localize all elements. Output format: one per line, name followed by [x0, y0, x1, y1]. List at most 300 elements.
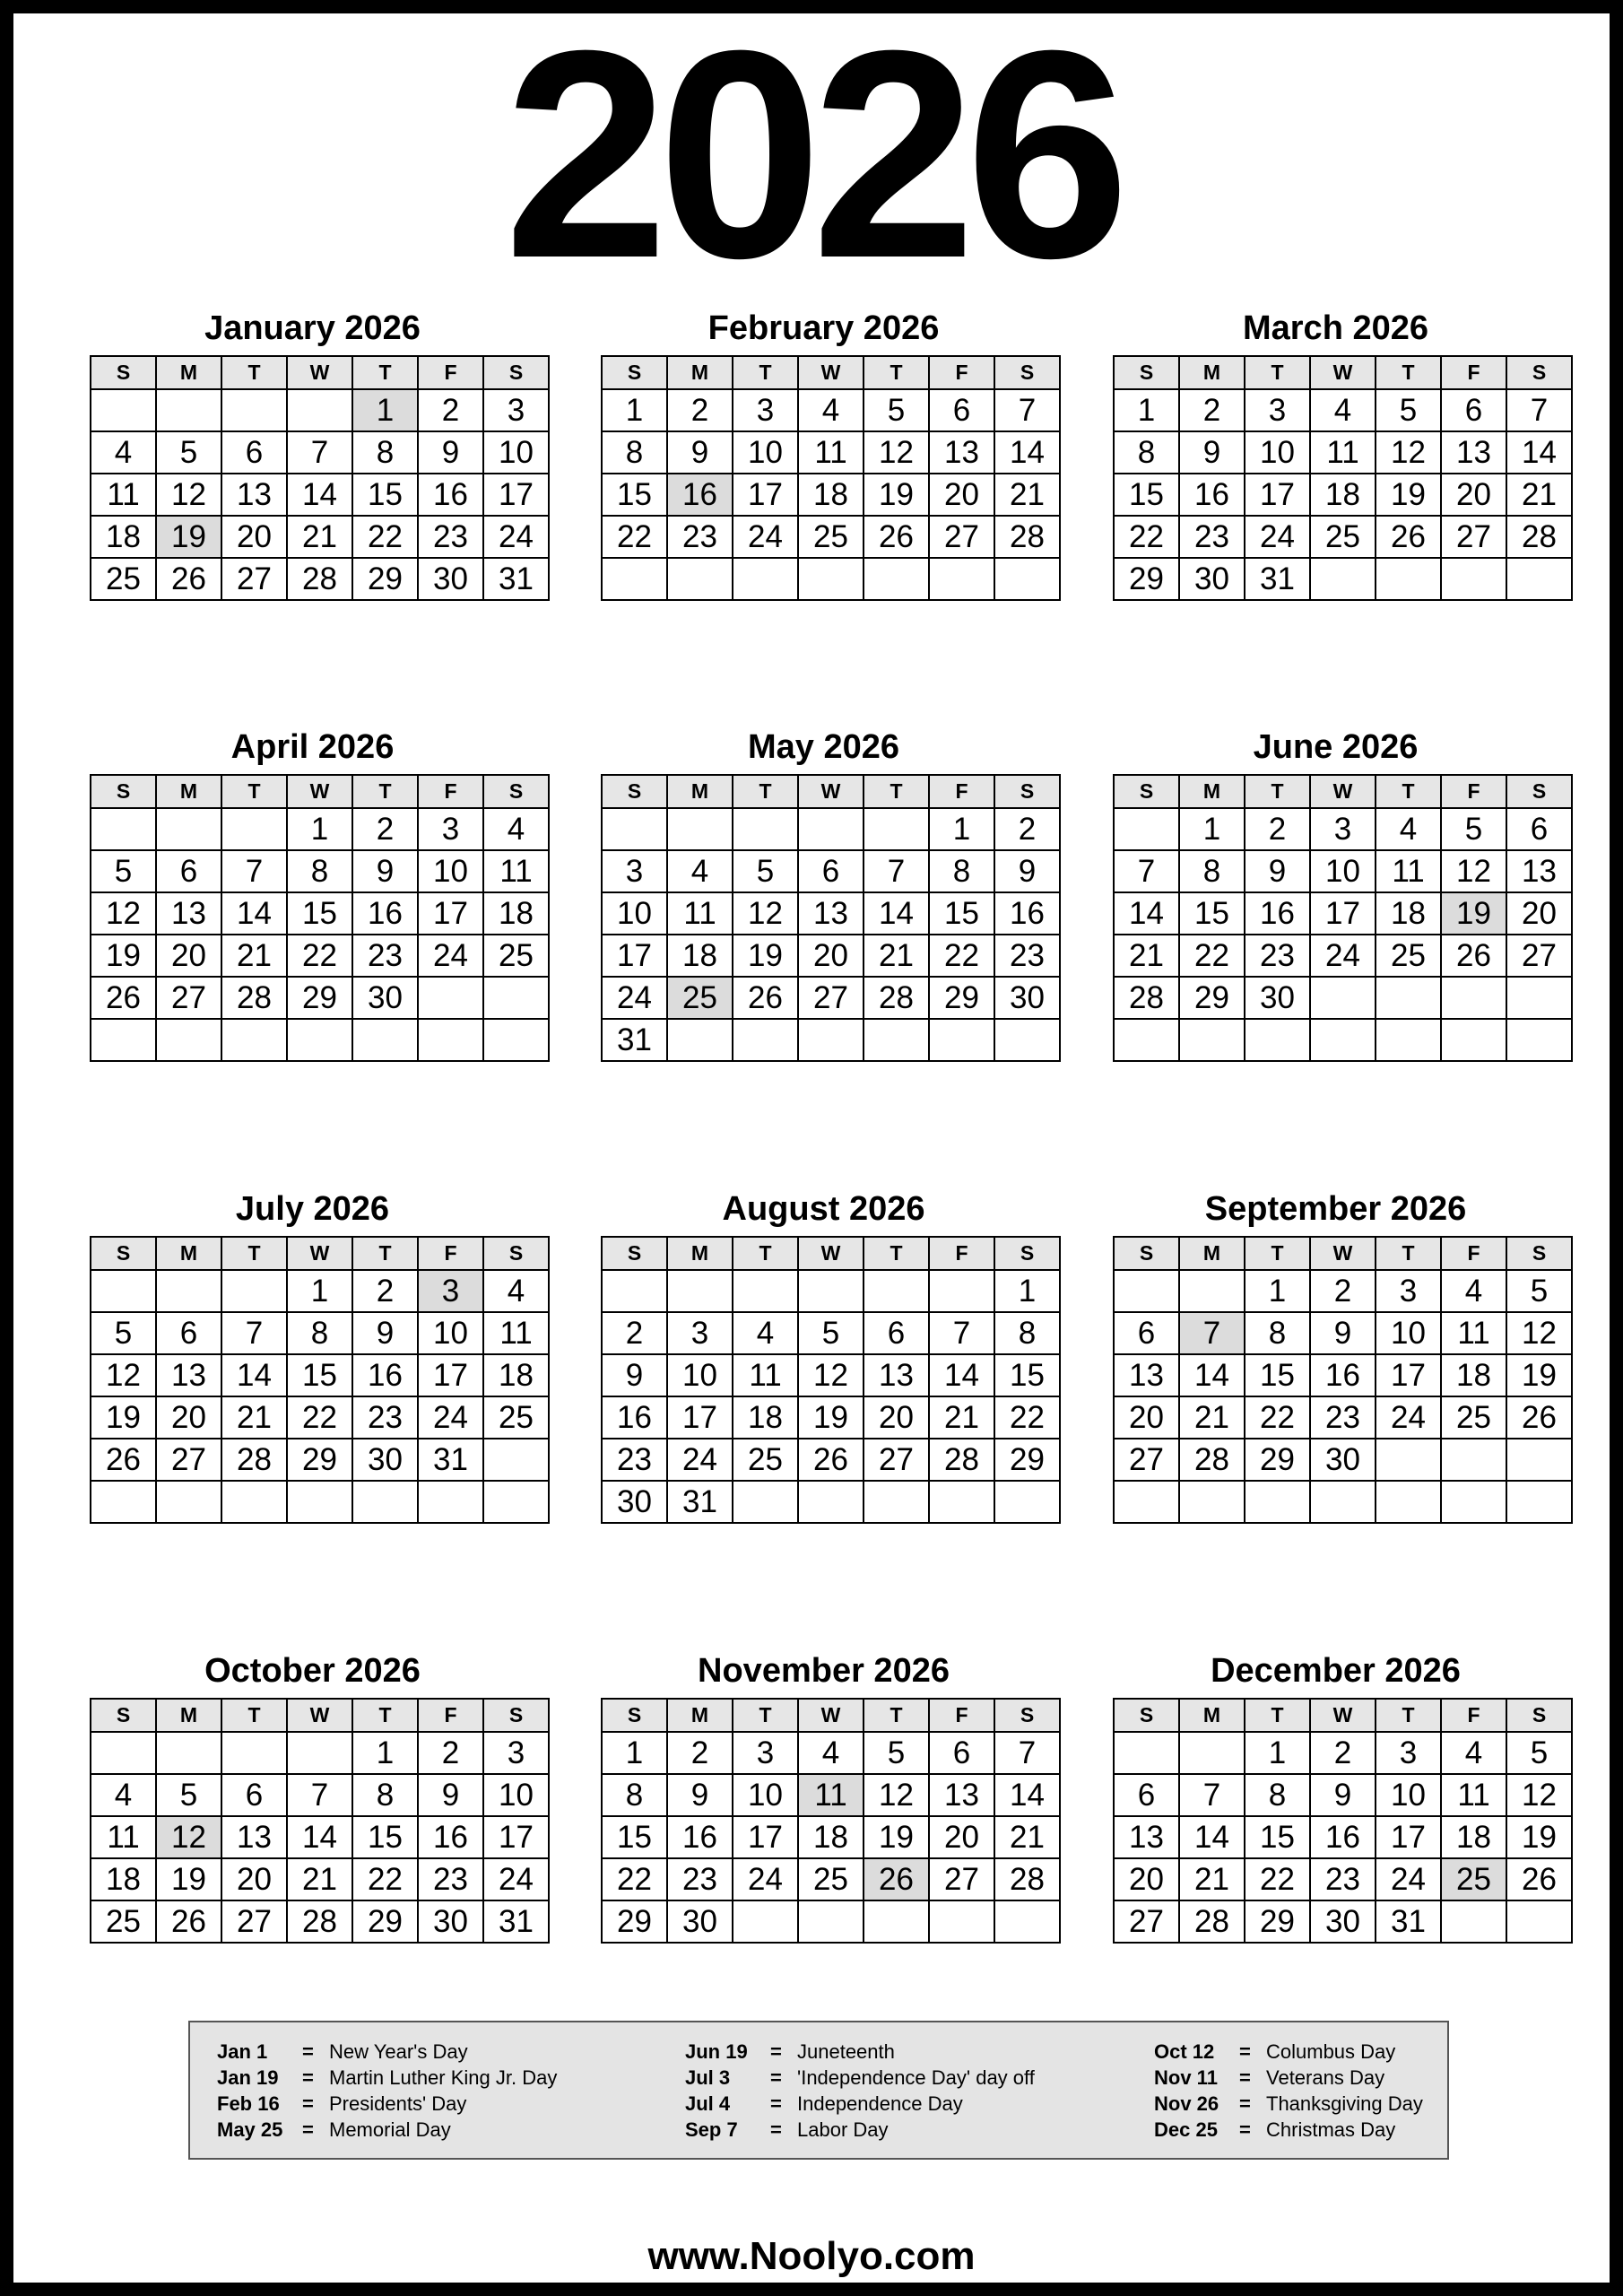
empty-cell — [287, 389, 352, 431]
day-cell: 12 — [1376, 431, 1441, 474]
week-row — [1114, 558, 1572, 600]
holiday-name: Independence Day — [797, 2092, 963, 2115]
day-cell: 13 — [864, 1354, 929, 1396]
day-cell: 16 — [602, 1396, 667, 1439]
day-cell: 21 — [929, 1396, 994, 1439]
day-cell: 6 — [221, 1774, 287, 1816]
day-cell: 21 — [994, 474, 1060, 516]
day-cell: 2 — [352, 808, 418, 850]
day-cell: 18 — [483, 1354, 549, 1396]
day-cell: 26 — [91, 977, 156, 1019]
day-cell: 5 — [798, 1312, 864, 1354]
day-cell: 15 — [352, 1816, 418, 1858]
day-cell: 3 — [483, 1732, 549, 1774]
day-cell: 26 — [91, 1439, 156, 1481]
weekday-header: S — [602, 356, 667, 389]
day-cell: 19 — [864, 1816, 929, 1858]
day-cell: 15 — [602, 474, 667, 516]
day-cell: 4 — [91, 1774, 156, 1816]
month-november — [601, 1650, 1046, 1944]
day-cell: 15 — [1245, 1816, 1310, 1858]
empty-cell — [1441, 1019, 1506, 1061]
day-cell: 10 — [418, 850, 483, 892]
day-cell: 9 — [1310, 1774, 1376, 1816]
month-march — [1113, 308, 1558, 601]
holiday-name: Christmas Day — [1266, 2118, 1396, 2141]
holiday-name: Columbus Day — [1266, 2040, 1396, 2063]
day-cell: 3 — [418, 808, 483, 850]
holiday-entry — [217, 2039, 629, 2065]
empty-cell — [221, 1732, 287, 1774]
week-row — [1114, 808, 1572, 850]
weekday-header: W — [1310, 356, 1376, 389]
day-cell: 21 — [221, 1396, 287, 1439]
holiday-name: Veterans Day — [1266, 2066, 1385, 2089]
week-row — [602, 516, 1060, 558]
day-cell: 24 — [418, 1396, 483, 1439]
weekday-header: T — [733, 1237, 798, 1270]
week-row — [1114, 1312, 1572, 1354]
empty-cell — [733, 558, 798, 600]
holiday-column — [1154, 2039, 1567, 2143]
day-cell: 27 — [1114, 1439, 1179, 1481]
day-cell: 23 — [352, 935, 418, 977]
holiday-entry — [1154, 2039, 1567, 2065]
day-cell: 3 — [1310, 808, 1376, 850]
day-cell: 20 — [156, 1396, 221, 1439]
holiday-day-cell: 16 — [667, 474, 733, 516]
week-row — [91, 558, 549, 600]
empty-cell — [602, 558, 667, 600]
day-cell: 24 — [418, 935, 483, 977]
holiday-day-cell: 3 — [418, 1270, 483, 1312]
weekday-header: M — [667, 356, 733, 389]
day-cell: 30 — [667, 1900, 733, 1943]
empty-cell — [994, 1019, 1060, 1061]
week-row — [91, 516, 549, 558]
empty-cell — [418, 977, 483, 1019]
month-title: November 2026 — [698, 1652, 950, 1690]
week-row — [1114, 1732, 1572, 1774]
holiday-day-cell: 19 — [1441, 892, 1506, 935]
day-cell: 9 — [1245, 850, 1310, 892]
day-cell: 10 — [733, 431, 798, 474]
empty-cell — [1179, 1481, 1245, 1523]
day-cell: 2 — [1179, 389, 1245, 431]
empty-cell — [667, 1019, 733, 1061]
holiday-date: Dec 25 — [1154, 2118, 1218, 2141]
empty-cell — [864, 1270, 929, 1312]
empty-cell — [91, 1732, 156, 1774]
day-cell: 17 — [1245, 474, 1310, 516]
day-cell: 11 — [91, 474, 156, 516]
empty-cell — [929, 1481, 994, 1523]
day-cell: 23 — [1310, 1396, 1376, 1439]
day-cell: 3 — [602, 850, 667, 892]
weekday-header: M — [156, 1237, 221, 1270]
day-cell: 6 — [929, 389, 994, 431]
day-cell: 7 — [864, 850, 929, 892]
day-cell: 1 — [1245, 1732, 1310, 1774]
day-cell: 6 — [156, 850, 221, 892]
empty-cell — [733, 808, 798, 850]
weekday-header: T — [221, 1699, 287, 1732]
week-row — [1114, 1439, 1572, 1481]
holiday-column — [217, 2039, 629, 2143]
day-cell: 22 — [352, 516, 418, 558]
week-row — [1114, 935, 1572, 977]
day-cell: 29 — [994, 1439, 1060, 1481]
day-cell: 31 — [1376, 1900, 1441, 1943]
day-cell: 15 — [994, 1354, 1060, 1396]
weekday-header: T — [1245, 356, 1310, 389]
weekday-header: S — [1506, 775, 1572, 808]
day-cell: 24 — [1310, 935, 1376, 977]
day-cell: 17 — [418, 892, 483, 935]
day-cell: 23 — [1245, 935, 1310, 977]
day-cell: 9 — [994, 850, 1060, 892]
holiday-date: Jan 1 — [217, 2040, 268, 2063]
day-cell: 26 — [798, 1439, 864, 1481]
day-cell: 12 — [91, 1354, 156, 1396]
day-cell: 3 — [1245, 389, 1310, 431]
weekday-header: T — [352, 356, 418, 389]
weekday-header: S — [994, 356, 1060, 389]
weekday-header: S — [1506, 1237, 1572, 1270]
month-title: December 2026 — [1211, 1652, 1461, 1690]
day-cell: 5 — [1441, 808, 1506, 850]
day-cell: 23 — [667, 1858, 733, 1900]
day-cell: 22 — [1179, 935, 1245, 977]
day-cell: 30 — [1310, 1900, 1376, 1943]
holiday-column — [685, 2039, 1098, 2143]
day-cell: 1 — [994, 1270, 1060, 1312]
day-cell: 25 — [483, 1396, 549, 1439]
month-january — [90, 308, 535, 601]
weekday-header: M — [667, 1699, 733, 1732]
weekday-header: F — [418, 1237, 483, 1270]
day-cell: 2 — [418, 1732, 483, 1774]
weekday-header: W — [1310, 1699, 1376, 1732]
day-cell: 18 — [91, 516, 156, 558]
weekday-header: S — [91, 775, 156, 808]
week-row — [91, 850, 549, 892]
weekday-header: W — [287, 1699, 352, 1732]
day-cell: 16 — [352, 892, 418, 935]
week-row — [602, 1481, 1060, 1523]
week-row — [602, 977, 1060, 1019]
day-cell: 1 — [602, 389, 667, 431]
empty-cell — [287, 1732, 352, 1774]
week-row — [91, 935, 549, 977]
day-cell: 19 — [156, 1858, 221, 1900]
footer-url[interactable]: www.Noolyo.com — [647, 2234, 976, 2278]
weekday-header: M — [156, 1699, 221, 1732]
day-cell: 3 — [667, 1312, 733, 1354]
weekday-header: F — [1441, 775, 1506, 808]
empty-cell — [352, 1481, 418, 1523]
empty-cell — [221, 808, 287, 850]
week-row — [602, 1774, 1060, 1816]
weekday-header: M — [667, 775, 733, 808]
day-cell: 18 — [1376, 892, 1441, 935]
weekday-header: S — [91, 356, 156, 389]
weekday-header: S — [91, 1237, 156, 1270]
day-cell: 18 — [798, 474, 864, 516]
day-cell: 26 — [1376, 516, 1441, 558]
day-cell: 31 — [667, 1481, 733, 1523]
day-cell: 5 — [91, 850, 156, 892]
holiday-day-cell: 25 — [667, 977, 733, 1019]
holiday-entry — [685, 2117, 1098, 2143]
empty-cell — [929, 1900, 994, 1943]
day-cell: 10 — [602, 892, 667, 935]
month-june — [1113, 726, 1558, 1062]
holiday-date: Sep 7 — [685, 2118, 738, 2141]
weekday-header: S — [1506, 1699, 1572, 1732]
weekday-header: W — [1310, 1237, 1376, 1270]
day-cell: 12 — [1441, 850, 1506, 892]
day-cell: 9 — [418, 1774, 483, 1816]
day-cell: 17 — [602, 935, 667, 977]
day-cell: 3 — [733, 389, 798, 431]
day-cell: 27 — [221, 1900, 287, 1943]
holiday-name: Memorial Day — [329, 2118, 451, 2141]
weekday-header: T — [1245, 775, 1310, 808]
week-row — [91, 389, 549, 431]
month-title: January 2026 — [204, 309, 421, 347]
day-cell: 23 — [1310, 1858, 1376, 1900]
week-row — [1114, 389, 1572, 431]
weekday-header: T — [1376, 1237, 1441, 1270]
day-cell: 8 — [352, 431, 418, 474]
empty-cell — [156, 1019, 221, 1061]
day-cell: 23 — [1179, 516, 1245, 558]
day-cell: 19 — [1376, 474, 1441, 516]
day-cell: 21 — [1179, 1396, 1245, 1439]
empty-cell — [221, 1481, 287, 1523]
week-row — [91, 892, 549, 935]
month-grid — [1113, 1236, 1573, 1524]
weekday-header: F — [929, 1699, 994, 1732]
empty-cell — [1114, 1732, 1179, 1774]
day-cell: 22 — [994, 1396, 1060, 1439]
weekday-header: T — [733, 356, 798, 389]
day-cell: 29 — [929, 977, 994, 1019]
empty-cell — [1506, 1481, 1572, 1523]
day-cell: 28 — [1114, 977, 1179, 1019]
day-cell: 7 — [287, 1774, 352, 1816]
day-cell: 14 — [221, 1354, 287, 1396]
day-cell: 23 — [418, 1858, 483, 1900]
day-cell: 4 — [1441, 1270, 1506, 1312]
day-cell: 22 — [352, 1858, 418, 1900]
day-cell: 21 — [221, 935, 287, 977]
day-cell: 20 — [1114, 1396, 1179, 1439]
month-april — [90, 726, 535, 1062]
day-cell: 20 — [864, 1396, 929, 1439]
day-cell: 12 — [733, 892, 798, 935]
empty-cell — [1441, 1900, 1506, 1943]
week-row — [602, 1396, 1060, 1439]
day-cell: 16 — [418, 474, 483, 516]
weekday-header: S — [91, 1699, 156, 1732]
empty-cell — [602, 1270, 667, 1312]
day-cell: 5 — [156, 1774, 221, 1816]
weekday-header: F — [418, 775, 483, 808]
week-row — [602, 1439, 1060, 1481]
month-title: October 2026 — [204, 1652, 421, 1690]
day-cell: 27 — [221, 558, 287, 600]
day-cell: 21 — [994, 1816, 1060, 1858]
holiday-date: Nov 11 — [1154, 2066, 1218, 2089]
day-cell: 4 — [798, 389, 864, 431]
empty-cell — [798, 808, 864, 850]
holiday-entry — [217, 2065, 629, 2091]
day-cell: 7 — [1114, 850, 1179, 892]
empty-cell — [418, 1481, 483, 1523]
weekday-header: W — [287, 356, 352, 389]
weekday-header: M — [1179, 1237, 1245, 1270]
day-cell: 8 — [287, 850, 352, 892]
day-cell: 24 — [667, 1439, 733, 1481]
day-cell: 23 — [352, 1396, 418, 1439]
empty-cell — [1506, 558, 1572, 600]
day-cell: 25 — [1441, 1396, 1506, 1439]
weekday-header: T — [221, 356, 287, 389]
day-cell: 18 — [1310, 474, 1376, 516]
day-cell: 4 — [1310, 389, 1376, 431]
week-row — [1114, 1270, 1572, 1312]
day-cell: 20 — [1506, 892, 1572, 935]
day-cell: 28 — [287, 1900, 352, 1943]
empty-cell — [1506, 1439, 1572, 1481]
week-row — [602, 850, 1060, 892]
holiday-day-cell: 7 — [1179, 1312, 1245, 1354]
empty-cell — [667, 558, 733, 600]
day-cell: 14 — [1179, 1354, 1245, 1396]
weekday-header: S — [602, 775, 667, 808]
day-cell: 24 — [483, 516, 549, 558]
day-cell: 11 — [667, 892, 733, 935]
day-cell: 19 — [864, 474, 929, 516]
empty-cell — [483, 977, 549, 1019]
day-cell: 17 — [733, 474, 798, 516]
day-cell: 13 — [1441, 431, 1506, 474]
day-cell: 25 — [91, 1900, 156, 1943]
day-cell: 28 — [221, 1439, 287, 1481]
day-cell: 4 — [1441, 1732, 1506, 1774]
day-cell: 8 — [352, 1774, 418, 1816]
day-cell: 28 — [221, 977, 287, 1019]
day-cell: 5 — [733, 850, 798, 892]
holiday-separator: = — [302, 2066, 314, 2089]
day-cell: 18 — [667, 935, 733, 977]
weekday-header: F — [1441, 1699, 1506, 1732]
day-cell: 17 — [733, 1816, 798, 1858]
day-cell: 16 — [418, 1816, 483, 1858]
empty-cell — [1376, 1019, 1441, 1061]
week-row — [602, 1900, 1060, 1943]
day-cell: 29 — [1245, 1439, 1310, 1481]
week-row — [91, 1270, 549, 1312]
day-cell: 24 — [1376, 1396, 1441, 1439]
day-cell: 11 — [483, 1312, 549, 1354]
day-cell: 28 — [864, 977, 929, 1019]
day-cell: 22 — [602, 1858, 667, 1900]
empty-cell — [929, 1019, 994, 1061]
day-cell: 14 — [287, 1816, 352, 1858]
holiday-separator: = — [302, 2040, 314, 2063]
week-row — [91, 1481, 549, 1523]
weekday-header: T — [733, 775, 798, 808]
holiday-separator: = — [770, 2118, 782, 2141]
day-cell: 25 — [733, 1439, 798, 1481]
empty-cell — [418, 1019, 483, 1061]
day-cell: 15 — [1114, 474, 1179, 516]
week-row — [1114, 1774, 1572, 1816]
weekday-header: F — [929, 356, 994, 389]
empty-cell — [221, 1270, 287, 1312]
day-cell: 19 — [733, 935, 798, 977]
week-row — [602, 1732, 1060, 1774]
month-title: September 2026 — [1204, 1190, 1467, 1228]
week-row — [1114, 431, 1572, 474]
weekday-header: T — [864, 1237, 929, 1270]
day-cell: 31 — [602, 1019, 667, 1061]
day-cell: 30 — [352, 977, 418, 1019]
week-row — [602, 474, 1060, 516]
day-cell: 13 — [929, 431, 994, 474]
day-cell: 12 — [1506, 1774, 1572, 1816]
day-cell: 5 — [156, 431, 221, 474]
holiday-separator: = — [1239, 2066, 1251, 2089]
holiday-day-cell: 1 — [352, 389, 418, 431]
day-cell: 26 — [1441, 935, 1506, 977]
empty-cell — [929, 1270, 994, 1312]
week-row — [91, 1816, 549, 1858]
month-grid — [90, 1236, 550, 1524]
week-row — [91, 977, 549, 1019]
day-cell: 14 — [1179, 1816, 1245, 1858]
day-cell: 2 — [1310, 1732, 1376, 1774]
day-cell: 29 — [287, 1439, 352, 1481]
holiday-entry — [1154, 2117, 1567, 2143]
day-cell: 30 — [994, 977, 1060, 1019]
week-row — [91, 1019, 549, 1061]
day-cell: 28 — [1179, 1900, 1245, 1943]
weekday-header: S — [994, 775, 1060, 808]
weekday-header: T — [352, 1699, 418, 1732]
day-cell: 7 — [994, 1732, 1060, 1774]
weekday-header: T — [352, 775, 418, 808]
day-cell: 14 — [1114, 892, 1179, 935]
day-cell: 15 — [352, 474, 418, 516]
day-cell: 14 — [287, 474, 352, 516]
day-cell: 14 — [994, 1774, 1060, 1816]
empty-cell — [352, 1019, 418, 1061]
day-cell: 14 — [1506, 431, 1572, 474]
week-row — [602, 558, 1060, 600]
weekday-header: S — [483, 1237, 549, 1270]
month-august — [601, 1188, 1046, 1524]
holiday-entry — [217, 2117, 629, 2143]
day-cell: 28 — [994, 1858, 1060, 1900]
day-cell: 8 — [1179, 850, 1245, 892]
empty-cell — [156, 1732, 221, 1774]
week-row — [602, 1858, 1060, 1900]
empty-cell — [798, 1481, 864, 1523]
